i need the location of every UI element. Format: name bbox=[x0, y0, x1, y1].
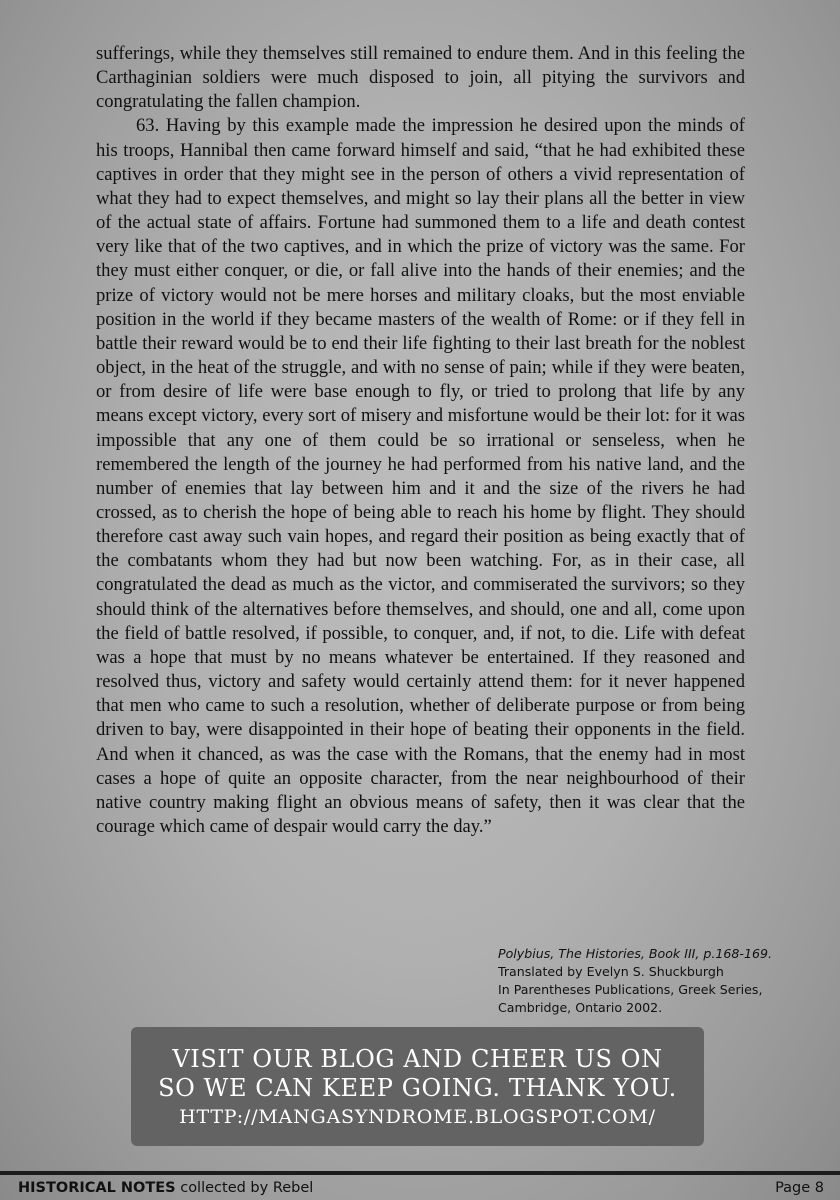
citation bbox=[498, 945, 798, 1017]
citation-translator: Translated by Evelyn S. Shuckburgh bbox=[498, 964, 724, 979]
citation-title: Polybius, The Histories, Book III, p.168-169. bbox=[498, 946, 773, 961]
citation-place: Cambridge, Ontario 2002. bbox=[498, 1000, 663, 1015]
footer-title-bold: HISTORICAL NOTES bbox=[18, 1180, 176, 1196]
footer-title-rest: collected by Rebel bbox=[175, 1180, 314, 1196]
citation-publisher: In Parentheses Publications, Greek Series, bbox=[498, 982, 763, 997]
banner-line-2: SO WE CAN KEEP GOING. THANK YOU. bbox=[158, 1074, 677, 1102]
body-text bbox=[96, 42, 745, 839]
blog-banner bbox=[131, 1027, 704, 1146]
paragraph: 63. Having by this example made the impression he desired upon the minds of his troops, Hannibal then came forward himself and said, “that he had exhibited these captives in order that they might see in the person of others a vivid representation of what they had to expect themselves, and might so lay their plans all the better in view of the actual state of affairs. Fortune had summoned them to a life and death contest very like that of the two captives, and in which the prize of victory was the same. For they must either conquer, or die, or fall alive into the hands of their enemies; and the prize of victory would not be mere horses and military cloaks, but the most enviable position in the world if they became masters of the wealth of Rome: or if they fell in battle their reward would be to end their life fighting to their last breath for the noblest object, in the heat of the struggle, and with no sense of pain; while if they were beaten, or from desire of life were base enough to fly, or tried to prolong that life by any means except victory, every sort of misery and misfortune would be their lot: for it was impossible that any one of them could be so irrational or senseless, when he remembered the length of the journey he had performed from his native land, and the number of enemies that lay between him and it and the size of the rivers he had crossed, as to cherish the hope of being able to reach his home by flight. They should therefore cast away such vain hopes, and regard their position as being exactly that of the combatants whom they had but now been watching. For, as in their case, all congratulated the dead as much as the victor, and commiserated the survivors; so they should think of the alternatives before themselves, and should, one and all, come upon the field of battle resolved, if possible, to conquer, and, if not, to die. Life with defeat was a hope that must by no means whatever be entertained. If they reasoned and resolved thus, victory and safety would certainly attend them: for it never happened that men who came to such a resolution, whether of deliberate purpose or from being driven to bay, were disappointed in their hope of beating their opponents in the field. And when it chanced, as was the case with the Romans, that the enemy had in most cases a hope of quite an opposite character, from the near neighbourhood of their native country making flight an obvious means of safety, then it was clear that the courage which came of despair would carry the day.” bbox=[96, 115, 745, 837]
footer bbox=[18, 1178, 824, 1198]
paragraph: sufferings, while they themselves still remained to endure them. And in this feeling the Carthaginian soldiers were much disposed to join, all pitying the survivors and congratulating the fallen champion. bbox=[96, 43, 745, 113]
banner-line-1: VISIT OUR BLOG AND CHEER US ON bbox=[172, 1045, 663, 1073]
footer-title bbox=[18, 1178, 313, 1198]
footer-divider bbox=[0, 1171, 840, 1175]
page-number: Page 8 bbox=[775, 1180, 824, 1196]
banner-url-link[interactable]: HTTP://MANGASYNDROME.BLOGSPOT.COM/ bbox=[179, 1106, 656, 1128]
